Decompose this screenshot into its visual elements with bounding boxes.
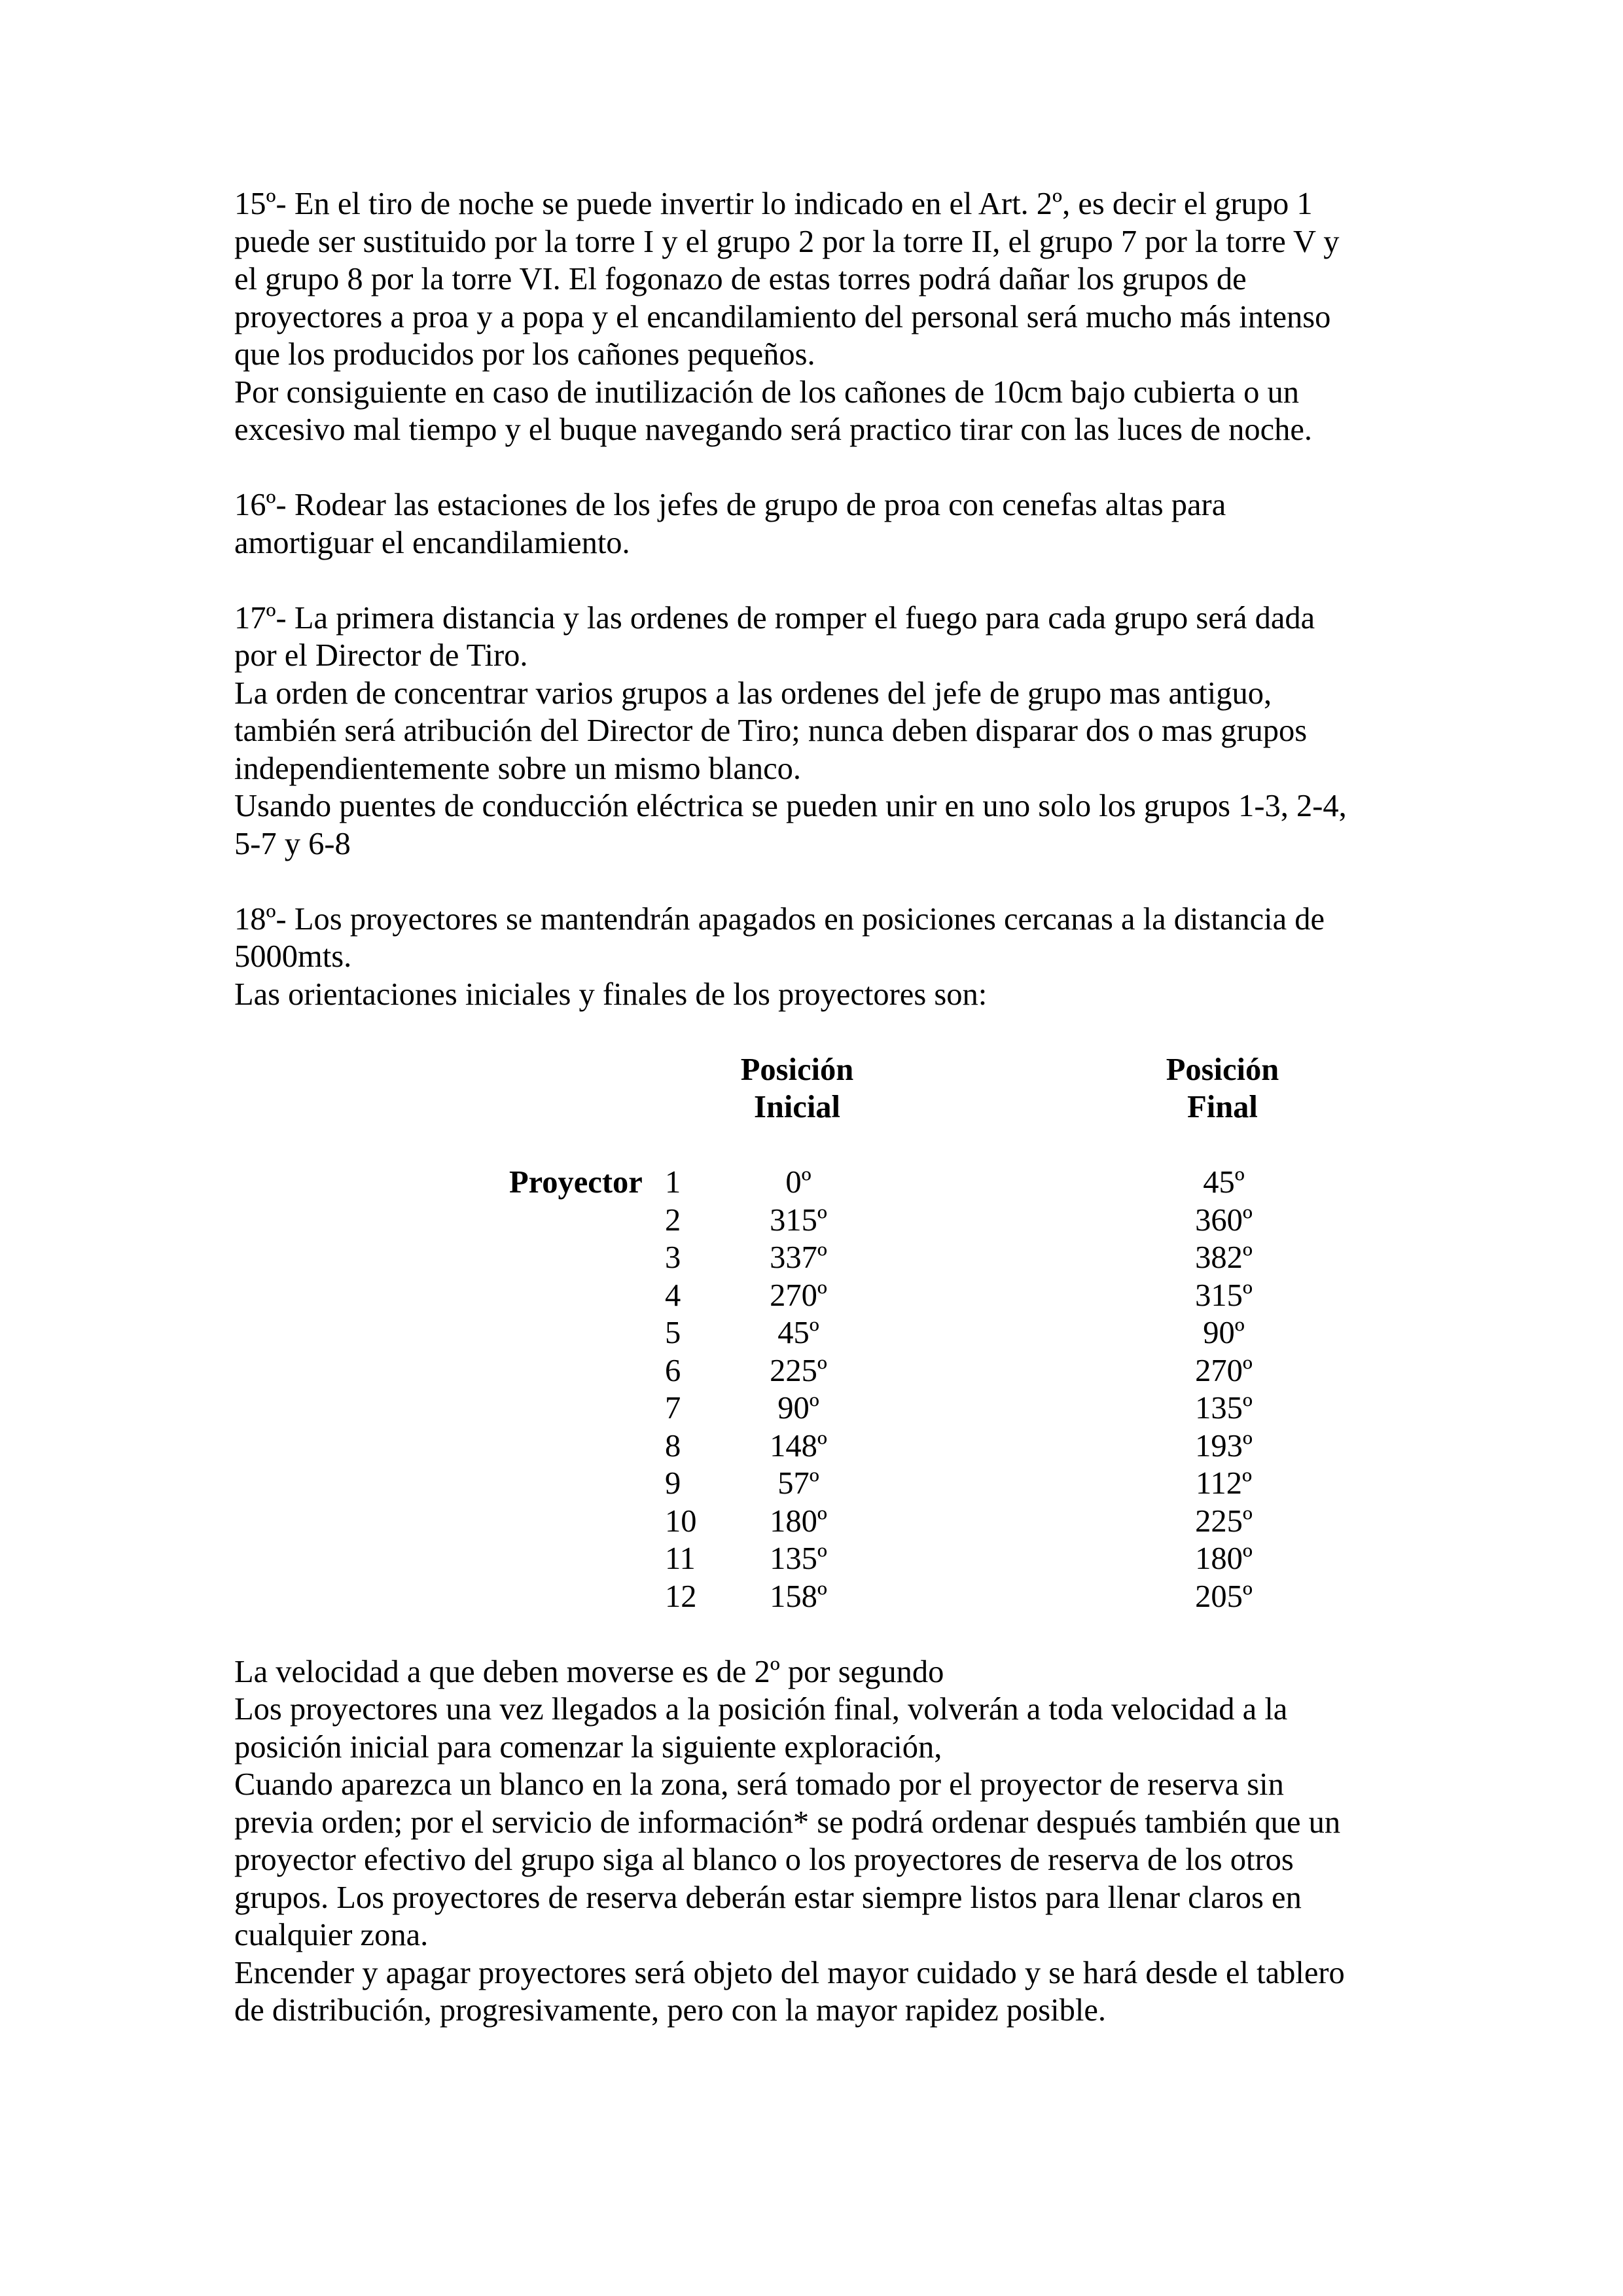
- final-position: 382º: [1195, 1240, 1253, 1275]
- table-row: [234, 1390, 1412, 1427]
- text-line: Los proyectores una vez llegados a la posición final, volverán a toda velocidad a la: [234, 1692, 1288, 1727]
- final-position: 180º: [1195, 1541, 1253, 1576]
- initial-position: 180º: [770, 1503, 827, 1539]
- text-line: 17º- La primera distancia y las ordenes de romper el fuego para cada grupo será dada: [234, 600, 1315, 636]
- initial-position: 315º: [770, 1202, 827, 1238]
- document-page: [234, 185, 1412, 2030]
- header-final-position: Posición: [1166, 1052, 1279, 1087]
- table-row: [234, 1164, 1412, 1202]
- table-spacer: [234, 1126, 1412, 1164]
- text-line: cualquier zona.: [234, 1918, 429, 1952]
- initial-position: 158º: [770, 1579, 827, 1614]
- header-initial-label: Inicial: [753, 1090, 841, 1124]
- text-line: 5-7 y 6-8: [234, 826, 351, 861]
- text-line: posición inicial para comenzar la siguiente exploración,: [234, 1729, 942, 1765]
- initial-position: 225º: [770, 1353, 827, 1388]
- paragraph-spacer: [234, 562, 1412, 600]
- text-line: que los producidos por los cañones pequeños.: [234, 337, 815, 372]
- paragraph-spacer: [234, 1013, 1412, 1051]
- section-15: [234, 185, 1412, 449]
- final-position: 193º: [1195, 1428, 1253, 1463]
- final-position: 90º: [1203, 1316, 1245, 1350]
- text-line: Usando puentes de conducción eléctrica se pueden unir en uno solo los grupos 1-3, 2-4,: [234, 789, 1347, 823]
- final-position: 315º: [1195, 1278, 1253, 1313]
- final-position: 360º: [1195, 1202, 1253, 1238]
- section-16: [234, 486, 1412, 562]
- projector-orientation-table: [234, 1051, 1412, 1616]
- projector-number: 4: [665, 1278, 681, 1313]
- projector-number: 3: [665, 1240, 681, 1275]
- section-17: [234, 600, 1412, 863]
- initial-position: 135º: [770, 1541, 827, 1576]
- initial-position: 270º: [770, 1278, 827, 1313]
- row-label: Proyector: [509, 1165, 643, 1200]
- text-line: independientemente sobre un mismo blanco.: [234, 751, 802, 786]
- text-line: de distribución, progresivamente, pero con la mayor rapidez posible.: [234, 1993, 1106, 2028]
- projector-number: 11: [665, 1541, 696, 1576]
- final-position: 45º: [1203, 1165, 1245, 1200]
- final-position: 135º: [1195, 1391, 1253, 1426]
- table-row: [234, 1427, 1412, 1465]
- text-line: puede ser sustituido por la torre I y el grupo 2 por la torre II, el grupo 7 por la torre V y: [234, 224, 1340, 259]
- projector-number: 9: [665, 1466, 681, 1501]
- table-header-row: [234, 1088, 1412, 1126]
- table-row: [234, 1503, 1412, 1541]
- text-line: La velocidad a que deben moverse es de 2º por segundo: [234, 1654, 944, 1689]
- text-line: proyector efectivo del grupo siga al blanco o los proyectores de reserva de los otros: [234, 1842, 1294, 1877]
- text-line: también será atribución del Director de Tiro; nunca deben disparar dos o mas grupos: [234, 713, 1308, 748]
- projector-number: 8: [665, 1428, 681, 1463]
- final-position: 270º: [1195, 1353, 1253, 1388]
- paragraph-spacer: [234, 449, 1412, 487]
- projector-number: 6: [665, 1353, 681, 1388]
- header-initial-position: Posición: [740, 1052, 854, 1087]
- text-line: Cuando aparezca un blanco en la zona, será tomado por el proyector de reserva sin: [234, 1767, 1284, 1802]
- initial-position: 0º: [785, 1165, 812, 1200]
- table-header-row: [234, 1051, 1412, 1089]
- text-line: 16º- Rodear las estaciones de los jefes de grupo de proa con cenefas altas para: [234, 488, 1226, 522]
- text-line: Las orientaciones iniciales y finales de los proyectores son:: [234, 977, 988, 1012]
- table-row: [234, 1465, 1412, 1503]
- text-line: 15º- En el tiro de noche se puede invertir lo indicado en el Art. 2º, es decir el grupo 1: [234, 187, 1313, 221]
- initial-position: 337º: [770, 1240, 827, 1275]
- header-final-label: Final: [1187, 1090, 1258, 1124]
- text-line: 18º- Los proyectores se mantendrán apagados en posiciones cercanas a la distancia de: [234, 901, 1325, 937]
- initial-position: 90º: [777, 1391, 819, 1426]
- final-position: 112º: [1196, 1466, 1252, 1501]
- text-line: Encender y apagar proyectores será objeto del mayor cuidado y se hará desde el tablero: [234, 1955, 1345, 1990]
- text-line: previa orden; por el servicio de información* se podrá ordenar después también que un: [234, 1804, 1341, 1840]
- table-row: [234, 1578, 1412, 1616]
- table-row: [234, 1540, 1412, 1578]
- projector-number: 12: [665, 1579, 697, 1614]
- projector-number: 1: [665, 1165, 681, 1200]
- initial-position: 45º: [777, 1316, 819, 1350]
- projector-number: 7: [665, 1391, 681, 1426]
- closing-paragraphs: [234, 1653, 1412, 2030]
- table-row: [234, 1352, 1412, 1390]
- final-position: 205º: [1195, 1579, 1253, 1614]
- initial-position: 148º: [770, 1428, 827, 1463]
- text-line: Por consiguiente en caso de inutilización de los cañones de 10cm bajo cubierta o un: [234, 374, 1299, 410]
- text-line: grupos. Los proyectores de reserva deberán estar siempre listos para llenar claros en: [234, 1880, 1302, 1915]
- text-line: proyectores a proa y a popa y el encandilamiento del personal será mucho más intenso: [234, 299, 1331, 334]
- projector-number: 10: [665, 1503, 697, 1539]
- text-line: excesivo mal tiempo y el buque navegando será practico tirar con las luces de noche.: [234, 412, 1313, 447]
- projector-number: 2: [665, 1202, 681, 1238]
- section-18: [234, 901, 1412, 1014]
- table-row: [234, 1277, 1412, 1315]
- table-row: [234, 1202, 1412, 1240]
- text-line: La orden de concentrar varios grupos a las ordenes del jefe de grupo mas antiguo,: [234, 675, 1272, 711]
- text-line: 5000mts.: [234, 939, 352, 974]
- initial-position: 57º: [777, 1466, 819, 1501]
- final-position: 225º: [1195, 1503, 1253, 1539]
- table-row: [234, 1239, 1412, 1277]
- text-line: amortiguar el encandilamiento.: [234, 525, 630, 560]
- text-line: el grupo 8 por la torre VI. El fogonazo de estas torres podrá dañar los grupos de: [234, 262, 1247, 296]
- table-row: [234, 1314, 1412, 1352]
- projector-number: 5: [665, 1316, 681, 1350]
- paragraph-spacer: [234, 863, 1412, 901]
- text-line: por el Director de Tiro.: [234, 638, 528, 673]
- paragraph-spacer: [234, 1615, 1412, 1653]
